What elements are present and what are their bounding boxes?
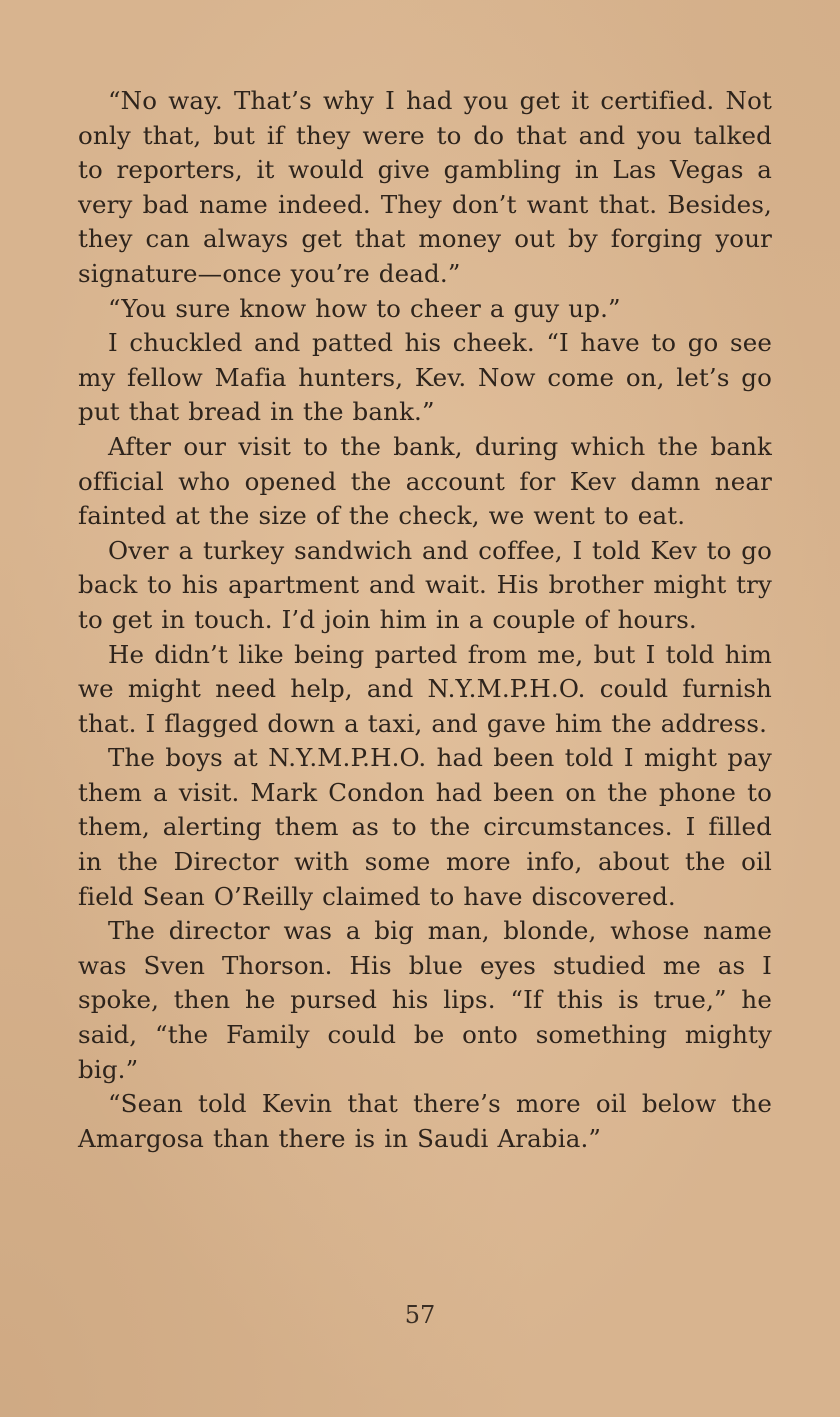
paragraph: The boys at N.Y.M.P.H.O. had been told I might pay them a visit. Mark Condon had been on the phone to them, alerting them as to the circumstances. I filled in the Director with some more info, about the oil field Sean O’Reilly claimed to have discovered. bbox=[78, 743, 772, 911]
page-body bbox=[78, 84, 772, 1384]
paragraph: “Sean told Kevin that there’s more oil below the Amargosa than there is in Saudi Arabia.” bbox=[78, 1089, 772, 1153]
paragraph: He didn’t like being parted from me, but I told him we might need help, and N.Y.M.P.H.O. could furnish that. I flagged down a taxi, and gave him the address. bbox=[78, 639, 772, 738]
paragraph: “You sure know how to cheer a guy up.” bbox=[108, 293, 621, 323]
paragraph: Over a turkey sandwich and coffee, I told Kev to go back to his apartment and wait. His brother might try to get in touch. I’d join him in a couple of hours. bbox=[78, 535, 772, 634]
paragraph: After our visit to the bank, during which the bank official who opened the account for Kev damn near fainted at the size of the check, we went to eat. bbox=[78, 431, 772, 531]
page-number: 57 bbox=[404, 1301, 436, 1329]
paragraph: I chuckled and patted his cheek. “I have to go see my fellow Mafia hunters, Kev. Now come on, let’s go put that bread in the bank.” bbox=[78, 328, 772, 427]
paragraph: The director was a big man, blonde, whose name was Sven Thorson. His blue eyes studied me as I spoke, then he pursed his lips. “If this is true,” he said, “the Family could be onto something mighty big.” bbox=[78, 916, 772, 1084]
paragraph: “No way. That’s why I had you get it certified. Not only that, but if they were to do that and you talked to reporters, it would give gambling in Las Vegas a very bad name indeed. They don’t want that. Besides, they can always get that money out by forging your signature—once you’re dead.” bbox=[78, 86, 772, 288]
